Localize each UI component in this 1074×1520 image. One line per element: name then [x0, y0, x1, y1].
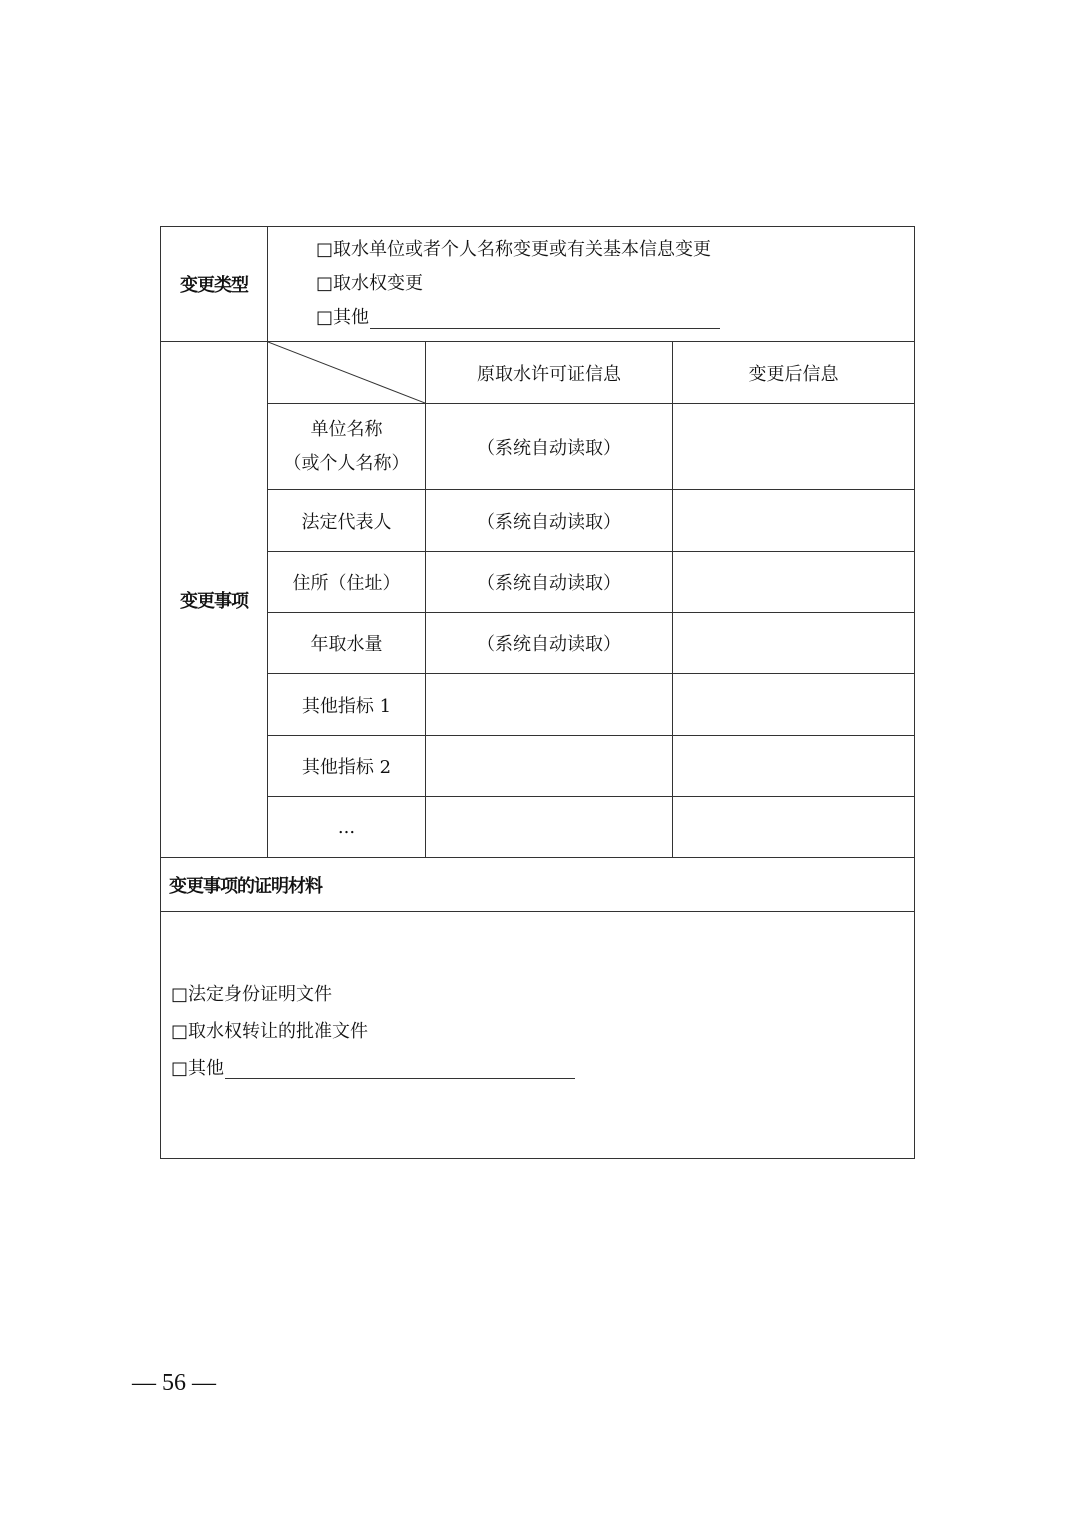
option-text: □其他: [171, 1058, 225, 1079]
proof-label: 变更事项的证明材料: [161, 858, 915, 912]
proof-other-fill-line[interactable]: [225, 1058, 575, 1079]
option-text: □取水权转让的批准文件: [171, 1021, 369, 1042]
item-address: 住所（住址）: [268, 552, 426, 613]
new-value-field[interactable]: [673, 404, 915, 490]
item-line: 单位名称: [310, 418, 383, 440]
item-legal-representative: 法定代表人: [268, 490, 426, 552]
table-row: [161, 490, 915, 552]
option-text: □取水单位或者个人名称变更或有关基本信息变更: [316, 239, 712, 260]
proof-option-other[interactable]: [171, 1050, 914, 1087]
change-type-options: [268, 227, 915, 342]
item-line: （或个人名称）: [283, 452, 410, 474]
table-row: [161, 797, 915, 858]
new-value-field[interactable]: [673, 736, 915, 797]
table-row: [161, 613, 915, 674]
option-text: □其他: [316, 307, 370, 328]
option-water-right-change[interactable]: [316, 267, 914, 301]
original-value-field[interactable]: [426, 736, 673, 797]
new-value-field[interactable]: [673, 797, 915, 858]
table-row: [161, 674, 915, 736]
original-value-field[interactable]: [426, 797, 673, 858]
new-value-field[interactable]: [673, 674, 915, 736]
item-ellipsis: ...: [268, 797, 426, 858]
other-fill-line[interactable]: [370, 308, 720, 329]
table-row: [161, 404, 915, 490]
option-other[interactable]: [316, 301, 914, 335]
proof-body-row: [161, 912, 915, 1159]
original-value-field[interactable]: [426, 674, 673, 736]
original-value: （系统自动读取）: [426, 613, 673, 674]
change-type-row: [161, 227, 915, 342]
new-value-field[interactable]: [673, 613, 915, 674]
new-value-field[interactable]: [673, 552, 915, 613]
new-value-field[interactable]: [673, 490, 915, 552]
original-value: （系统自动读取）: [426, 490, 673, 552]
option-text: □法定身份证明文件: [171, 984, 333, 1005]
change-items-label: 变更事项: [161, 342, 268, 858]
change-items-header-row: [161, 342, 915, 404]
original-value: （系统自动读取）: [426, 404, 673, 490]
column-original-info: 原取水许可证信息: [426, 342, 673, 404]
item-annual-withdrawal: 年取水量: [268, 613, 426, 674]
column-new-info: 变更后信息: [673, 342, 915, 404]
change-type-label: 变更类型: [161, 227, 268, 342]
proof-option-identity-document[interactable]: [171, 976, 914, 1013]
diagonal-line: [268, 342, 425, 403]
option-name-or-basic-info-change[interactable]: [316, 233, 914, 267]
diagonal-header-cell: [268, 342, 426, 404]
item-unit-name: [268, 404, 426, 490]
item-other-indicator-1: 其他指标 1: [268, 674, 426, 736]
proof-option-transfer-approval[interactable]: [171, 1013, 914, 1050]
table-row: [161, 552, 915, 613]
proof-header-row: [161, 858, 915, 912]
option-text: □取水权变更: [316, 273, 424, 294]
original-value: （系统自动读取）: [426, 552, 673, 613]
item-other-indicator-2: 其他指标 2: [268, 736, 426, 797]
page-number: — 56 —: [132, 1370, 216, 1396]
proof-options: [161, 912, 915, 1159]
change-form-table: [160, 226, 915, 1159]
table-row: [161, 736, 915, 797]
